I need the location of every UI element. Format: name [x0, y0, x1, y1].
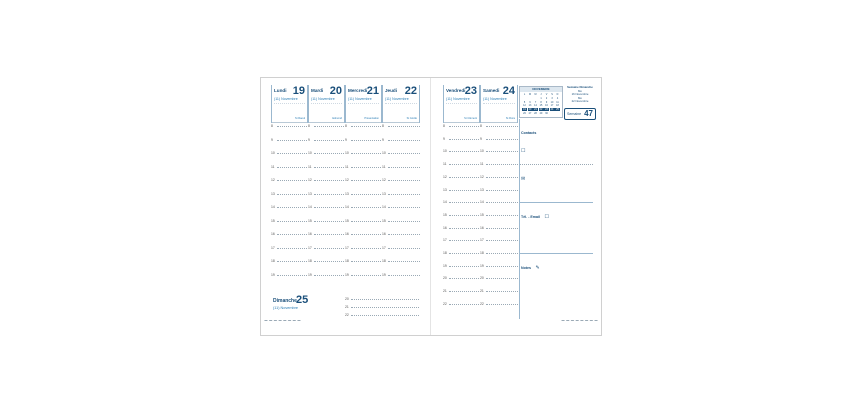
- hour-slot[interactable]: [449, 240, 479, 242]
- hour-label: 16: [480, 225, 484, 230]
- day-week: (11) Novembre: [385, 97, 409, 101]
- mail-icon: ✉: [521, 176, 526, 182]
- hour-slot[interactable]: [351, 140, 381, 142]
- divider: [272, 122, 307, 123]
- day-header-wednesday[interactable]: [345, 85, 382, 123]
- hour-label: 15: [308, 218, 312, 223]
- hour-label: 20: [443, 276, 447, 281]
- day-saint: Edmond: [332, 117, 342, 120]
- hour-slot[interactable]: [486, 253, 518, 255]
- calendar-day: S: [551, 93, 553, 96]
- hour-slot[interactable]: [449, 190, 479, 192]
- hour-label: 13: [345, 191, 349, 196]
- week-label: Semaine: [567, 112, 582, 116]
- divider: [385, 103, 417, 104]
- hour-label: 12: [480, 174, 484, 179]
- hour-label: 17: [271, 245, 275, 250]
- hour-slot[interactable]: [449, 215, 479, 217]
- day-header-saturday[interactable]: [480, 85, 518, 123]
- hour-label: 18: [382, 259, 386, 263]
- hour-slot[interactable]: [351, 167, 381, 169]
- hour-label: 10: [308, 151, 312, 155]
- hour-label: 12: [308, 178, 312, 182]
- day-name: Vendredi: [446, 88, 466, 93]
- day-number: 23: [464, 85, 477, 97]
- hour-slot[interactable]: [277, 194, 307, 196]
- calendar-day[interactable]: 21: [534, 108, 537, 111]
- hour-slot[interactable]: [449, 139, 479, 141]
- hour-label: 15: [443, 212, 447, 217]
- calendar-day[interactable]: 25: [556, 108, 559, 111]
- hour-label: 11: [480, 162, 484, 167]
- day-week: (11) Novembre: [483, 97, 507, 101]
- hour-label: 18: [345, 259, 349, 263]
- hour-label: 11: [443, 162, 447, 167]
- calendar-day[interactable]: 11: [556, 100, 559, 104]
- hour-slot[interactable]: [351, 315, 419, 317]
- hour-label: 16: [345, 232, 349, 236]
- note-line: Mo: [578, 88, 582, 93]
- mail-section[interactable]: [521, 167, 593, 185]
- hour-slot[interactable]: [486, 190, 518, 192]
- day-name: Mercredi: [348, 88, 368, 93]
- hour-label: 19: [345, 272, 349, 277]
- hour-slot[interactable]: [449, 126, 479, 128]
- day-number: 21: [366, 85, 379, 97]
- divider: [520, 253, 593, 254]
- hour-label: 10: [382, 151, 386, 155]
- calendar-day[interactable]: 5: [523, 100, 526, 104]
- hour-slot[interactable]: [351, 307, 419, 309]
- hour-slot[interactable]: [314, 153, 344, 155]
- calendar-day[interactable]: 3: [551, 96, 553, 100]
- day-saint: St Raoul: [295, 117, 305, 120]
- calendar-day[interactable]: 9: [545, 100, 548, 104]
- hour-slot[interactable]: [277, 180, 307, 182]
- notes-section[interactable]: [521, 256, 593, 274]
- hour-slot[interactable]: [486, 139, 518, 141]
- hour-slot[interactable]: [314, 275, 344, 277]
- hour-label: 9: [308, 137, 310, 142]
- calendar-day[interactable]: 22: [539, 108, 543, 111]
- planner-spread: [260, 77, 602, 336]
- hour-slot[interactable]: [351, 126, 381, 128]
- note-line: Semaine Dimanche: [567, 85, 593, 89]
- calendar-day[interactable]: 8: [540, 100, 542, 104]
- section-title: Contacts: [521, 131, 537, 135]
- note-line: Mo: [578, 95, 582, 100]
- day-week: (11) Novembre: [311, 97, 335, 101]
- hour-label: 15: [382, 218, 386, 223]
- hour-label: 17: [345, 245, 349, 250]
- hour-label: 12: [271, 178, 275, 182]
- hour-label: 21: [345, 305, 349, 309]
- hour-slot[interactable]: [388, 180, 420, 182]
- hour-slot[interactable]: [351, 221, 381, 223]
- hour-slot[interactable]: [388, 234, 420, 236]
- divider: [481, 122, 517, 123]
- calendar-day: J: [540, 93, 542, 96]
- divider: [346, 122, 381, 123]
- hour-slot[interactable]: [351, 153, 381, 155]
- divider: [348, 103, 379, 104]
- hour-label: 15: [480, 212, 484, 217]
- section-title: Tél. - Email: [521, 215, 540, 219]
- calendar-day[interactable]: 16: [545, 104, 548, 108]
- day-name: Jeudi: [385, 88, 397, 93]
- hour-label: 14: [480, 200, 484, 205]
- hour-label: 10: [345, 151, 349, 155]
- day-saint: St Clément: [464, 117, 477, 120]
- calendar-day[interactable]: 20: [528, 108, 532, 111]
- mini-calendar[interactable]: [519, 86, 563, 118]
- hour-label: 17: [382, 245, 386, 250]
- hour-label: 14: [308, 205, 312, 209]
- day-saint: St Flora: [505, 117, 515, 120]
- hour-label: 10: [443, 149, 447, 154]
- hour-label: 9: [480, 136, 482, 141]
- hour-label: 19: [271, 272, 275, 277]
- hour-slot[interactable]: [388, 261, 420, 263]
- hour-slot[interactable]: [314, 167, 344, 169]
- hour-label: 16: [443, 225, 447, 230]
- calendar-day[interactable]: 2: [545, 96, 548, 100]
- hour-slot[interactable]: [314, 126, 344, 128]
- hour-label: 8: [443, 124, 445, 128]
- calendar-day[interactable]: 6: [529, 100, 531, 104]
- hour-label: 13: [308, 191, 312, 196]
- hour-label: 20: [345, 297, 349, 301]
- hour-label: 14: [382, 205, 386, 209]
- day-header-tuesday[interactable]: [308, 85, 345, 123]
- day-number: 20: [329, 85, 342, 97]
- calendar-day: V: [545, 93, 548, 96]
- day-week: (11) Novembre: [348, 97, 372, 101]
- day-saint: Présentation: [364, 117, 379, 120]
- divider: [446, 103, 477, 104]
- hour-slot[interactable]: [486, 164, 518, 166]
- divider: [383, 122, 419, 123]
- calendar-day[interactable]: 4: [556, 96, 559, 100]
- hour-slot[interactable]: [486, 151, 518, 153]
- hour-slot[interactable]: [314, 221, 344, 223]
- hour-slot[interactable]: [449, 266, 479, 268]
- hour-label: 12: [382, 178, 386, 182]
- hour-label: 9: [345, 137, 347, 142]
- hour-slot[interactable]: [388, 194, 420, 196]
- calendar-day[interactable]: 27: [528, 111, 532, 115]
- hour-label: 8: [345, 124, 347, 128]
- day-number: 24: [502, 85, 515, 97]
- hour-label: 11: [382, 164, 386, 169]
- phone-icon: ☐: [544, 214, 549, 220]
- hour-label: 19: [382, 272, 386, 277]
- hour-slot[interactable]: [314, 261, 344, 263]
- calendar-day[interactable]: 17: [550, 104, 554, 108]
- hour-label: 22: [480, 301, 484, 306]
- hour-slot[interactable]: [314, 194, 344, 196]
- hour-slot[interactable]: [486, 228, 518, 230]
- hour-slot[interactable]: [351, 194, 381, 196]
- hour-label: 18: [443, 251, 447, 255]
- calendar-day[interactable]: 15: [539, 104, 543, 108]
- hour-label: 13: [443, 187, 447, 192]
- hour-label: 14: [443, 200, 447, 205]
- hour-label: 10: [271, 151, 275, 155]
- hour-slot[interactable]: [388, 207, 420, 209]
- hour-slot[interactable]: [449, 253, 479, 255]
- hour-slot[interactable]: [449, 291, 479, 293]
- hour-slot[interactable]: [314, 207, 344, 209]
- hour-label: 14: [345, 205, 349, 209]
- calendar-day[interactable]: 1: [540, 96, 542, 100]
- hour-label: 19: [480, 263, 484, 268]
- page-corner: [257, 320, 301, 333]
- sunday-notes: [564, 86, 596, 104]
- calendar-day[interactable]: 19: [523, 108, 526, 111]
- hour-label: 15: [345, 218, 349, 223]
- hour-label: 11: [345, 164, 349, 169]
- hour-label: 17: [308, 245, 312, 250]
- hour-slot[interactable]: [314, 234, 344, 236]
- calendar-day: D: [556, 93, 559, 96]
- calendar-day[interactable]: 7: [534, 100, 537, 104]
- hour-label: 15: [271, 218, 275, 223]
- day-header-thursday[interactable]: [382, 85, 420, 123]
- day-name: Samedi: [483, 88, 500, 93]
- calendar-day[interactable]: 12: [523, 104, 526, 108]
- hour-slot[interactable]: [277, 221, 307, 223]
- day-name: Mardi: [311, 88, 324, 93]
- hour-slot[interactable]: [449, 202, 479, 204]
- hour-label: 17: [480, 238, 484, 243]
- hour-label: 18: [480, 251, 484, 255]
- calendar-day: [522, 97, 527, 100]
- hour-label: 12: [443, 174, 447, 179]
- hour-slot[interactable]: [388, 153, 420, 155]
- calendar-month: NOVEMBRE: [520, 87, 562, 92]
- hour-slot[interactable]: [277, 275, 307, 277]
- hour-label: 8: [382, 124, 384, 128]
- day-name: Lundi: [274, 88, 287, 93]
- calendar-day: L: [523, 93, 526, 96]
- hour-label: 22: [345, 313, 349, 317]
- hour-slot[interactable]: [277, 207, 307, 209]
- hour-slot[interactable]: [449, 164, 479, 166]
- hour-label: 13: [382, 191, 386, 196]
- day-saint: St Cécile: [406, 117, 417, 120]
- note-line: 22 Novembre: [571, 99, 589, 104]
- pen-icon: ✎: [535, 265, 540, 271]
- section-title: Notes: [521, 266, 531, 270]
- hour-slot[interactable]: [486, 126, 518, 128]
- hour-label: 9: [382, 137, 384, 142]
- calendar-day: [550, 112, 555, 115]
- day-week: (11) Novembre: [273, 306, 299, 310]
- hour-slot[interactable]: [314, 140, 344, 142]
- calendar-day[interactable]: 23: [545, 108, 548, 111]
- day-number: 22: [404, 85, 417, 97]
- hour-slot[interactable]: [486, 202, 518, 204]
- divider: [444, 122, 479, 123]
- calendar-day: M: [534, 93, 537, 96]
- hour-slot[interactable]: [351, 207, 381, 209]
- hour-label: 8: [271, 124, 273, 128]
- hour-slot[interactable]: [486, 291, 518, 293]
- hour-slot[interactable]: [277, 234, 307, 236]
- hour-slot[interactable]: [388, 126, 420, 128]
- contact-icon: ☐: [521, 148, 526, 154]
- hour-label: 19: [308, 272, 312, 277]
- day-header-friday[interactable]: [443, 85, 480, 123]
- hour-slot[interactable]: [486, 278, 518, 280]
- hour-label: 9: [443, 136, 445, 141]
- hour-slot[interactable]: [449, 278, 479, 280]
- hour-slot[interactable]: [351, 275, 381, 277]
- day-week: (11) Novembre: [274, 97, 298, 101]
- hour-slot[interactable]: [314, 180, 344, 182]
- hour-label: 9: [271, 137, 273, 142]
- calendar-day[interactable]: 10: [550, 100, 554, 104]
- hour-label: 20: [480, 276, 484, 281]
- hour-label: 14: [271, 205, 275, 209]
- calendar-day: M: [529, 93, 531, 96]
- hour-slot[interactable]: [277, 261, 307, 263]
- phone-email-section[interactable]: [521, 205, 593, 223]
- hour-slot[interactable]: [277, 126, 307, 128]
- hour-slot[interactable]: [486, 304, 518, 306]
- left-page: [261, 78, 431, 335]
- hour-label: 11: [271, 164, 275, 169]
- hour-slot[interactable]: [351, 234, 381, 236]
- divider: [483, 103, 515, 104]
- week-badge: [564, 108, 596, 120]
- hour-slot[interactable]: [277, 248, 307, 250]
- week-number: 47: [584, 109, 593, 118]
- divider: [309, 122, 344, 123]
- day-number: 19: [292, 85, 305, 97]
- hour-label: 10: [480, 149, 484, 154]
- hour-label: 8: [480, 124, 482, 128]
- calendar-day[interactable]: 18: [556, 104, 559, 108]
- hour-slot[interactable]: [388, 140, 420, 142]
- hour-label: 18: [308, 259, 312, 263]
- divider: [274, 103, 305, 104]
- hour-label: 16: [308, 232, 312, 236]
- hour-slot[interactable]: [388, 167, 420, 169]
- hour-label: 12: [345, 178, 349, 182]
- divider: [311, 103, 342, 104]
- hour-slot[interactable]: [351, 248, 381, 250]
- hour-slot[interactable]: [351, 299, 419, 301]
- hour-label: 21: [443, 289, 447, 294]
- hour-label: 21: [480, 289, 484, 294]
- hour-slot[interactable]: [351, 261, 381, 263]
- calendar-day[interactable]: 14: [534, 104, 537, 108]
- hour-label: 13: [480, 187, 484, 192]
- day-header-monday[interactable]: [271, 85, 308, 123]
- calendar-day[interactable]: 30: [545, 111, 548, 115]
- calendar-day: [555, 112, 560, 115]
- page-corner: [561, 320, 605, 333]
- day-week: (11) Novembre: [446, 97, 470, 101]
- hour-slot[interactable]: [388, 275, 420, 277]
- hour-slot[interactable]: [449, 228, 479, 230]
- hour-label: 17: [443, 238, 447, 243]
- calendar-day[interactable]: 24: [550, 108, 554, 111]
- divider: [519, 119, 520, 319]
- note-line: 16 Novembre: [571, 92, 589, 97]
- divider: [520, 164, 593, 165]
- day-name: Dimanche: [273, 298, 297, 304]
- hour-label: 8: [308, 124, 310, 128]
- hour-slot[interactable]: [277, 153, 307, 155]
- calendar-day[interactable]: 28: [534, 111, 537, 115]
- hour-slot[interactable]: [277, 140, 307, 142]
- hour-slot[interactable]: [449, 304, 479, 306]
- hour-slot[interactable]: [449, 177, 479, 179]
- divider: [520, 202, 593, 203]
- hour-slot[interactable]: [486, 240, 518, 242]
- hour-slot[interactable]: [449, 151, 479, 153]
- calendar-day[interactable]: 13: [528, 104, 532, 108]
- right-page: [431, 78, 601, 335]
- hour-slot[interactable]: [388, 221, 420, 223]
- hour-label: 16: [382, 232, 386, 236]
- hour-slot[interactable]: [486, 266, 518, 268]
- calendar-day[interactable]: 26: [523, 111, 526, 115]
- hour-slot[interactable]: [388, 248, 420, 250]
- hour-label: 22: [443, 301, 447, 306]
- calendar-grid: [522, 93, 560, 115]
- hour-label: 13: [271, 191, 275, 196]
- calendar-day[interactable]: 29: [539, 111, 543, 115]
- hour-label: 16: [271, 232, 275, 236]
- calendar-day: [528, 97, 533, 100]
- hour-slot[interactable]: [486, 177, 518, 179]
- hour-label: 19: [443, 263, 447, 268]
- hour-slot[interactable]: [351, 180, 381, 182]
- hour-slot[interactable]: [486, 215, 518, 217]
- contacts-section[interactable]: [521, 121, 593, 157]
- hour-slot[interactable]: [314, 248, 344, 250]
- calendar-day: [533, 97, 538, 100]
- hour-slot[interactable]: [277, 167, 307, 169]
- hour-label: 11: [308, 164, 312, 169]
- day-number: 25: [296, 294, 309, 306]
- hour-label: 18: [271, 259, 275, 263]
